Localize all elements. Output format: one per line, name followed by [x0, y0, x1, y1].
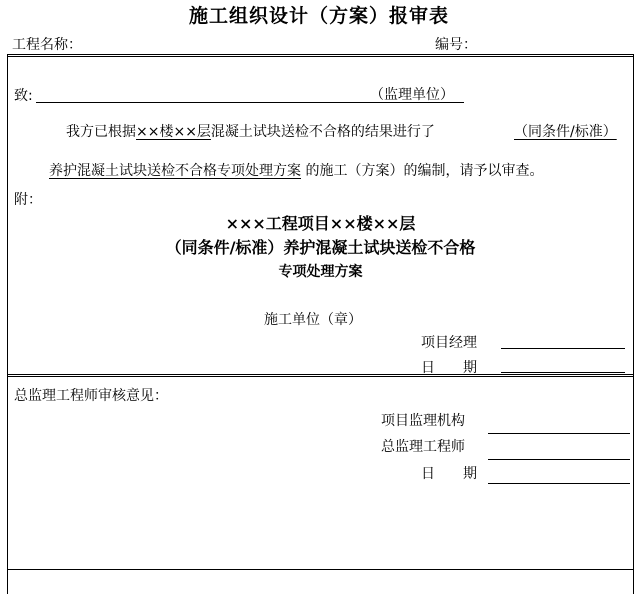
paragraph-line-1: [66, 121, 435, 141]
supervision-org-label: 项目监理机构: [381, 413, 465, 429]
project-manager-signature-line: [501, 348, 625, 349]
attachment-title-line-1: ×××工程项目××楼××层: [225, 214, 416, 233]
number-label: 编号：: [435, 37, 477, 53]
para-prefix: 我方已根据: [66, 124, 136, 140]
section1-date-label: 日 期: [421, 360, 477, 376]
section-divider: [7, 374, 634, 377]
chief-engineer-signature-line: [488, 459, 630, 460]
form-top-rule: [7, 54, 634, 57]
form-bottom-rule: [7, 569, 634, 570]
paragraph-line-2: [49, 160, 543, 180]
chief-opinion-label: 总监理工程师审核意见：: [14, 388, 168, 404]
curing-type: （同条件/标准）: [514, 124, 617, 140]
section2-date-line: [488, 483, 630, 484]
page-title: 施工组织设计（方案）报审表: [188, 5, 449, 27]
attachment-title-line-3: 专项处理方案: [278, 264, 363, 280]
chief-engineer-label: 总监理工程师: [381, 439, 465, 455]
supervision-org-line: [488, 433, 630, 434]
to-label: 致:: [14, 88, 33, 104]
project-name-label: 工程名称：: [12, 37, 82, 53]
supervisor-unit-label: （监理单位）: [370, 87, 454, 103]
plan-name: 养护混凝土试块送检不合格专项处理方案: [49, 163, 301, 179]
construction-unit-label: 施工单位（章）: [264, 312, 362, 328]
request-text: 的施工（方案）的编制，请予以审查。: [305, 163, 544, 179]
project-manager-label: 项目经理: [421, 335, 477, 351]
para-middle: 混凝土试块送检不合格的结果进行了: [210, 124, 435, 140]
section1-date-line: [501, 372, 625, 373]
section2-date-label: 日 期: [421, 466, 477, 482]
attachment-title-line-2: （同条件/标准）养护混凝土试块送检不合格: [165, 238, 476, 257]
attachment-label: 附：: [14, 192, 42, 208]
floor-reference: ××楼××层: [136, 124, 211, 140]
